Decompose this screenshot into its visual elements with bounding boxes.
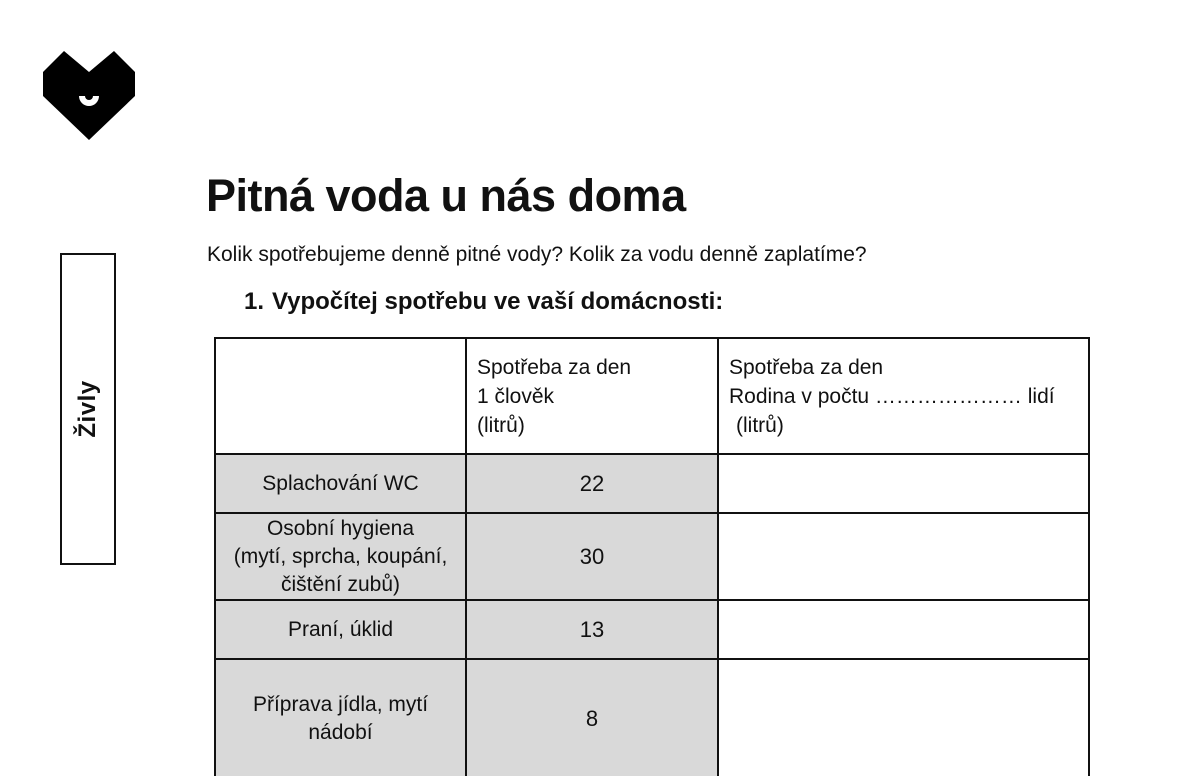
header-cell-per-person xyxy=(466,338,718,454)
category-cell: Příprava jídla, mytí nádobí xyxy=(215,659,466,776)
category-cell: Splachování WC xyxy=(215,454,466,513)
heart-smile-icon xyxy=(43,50,135,140)
header-cell-family xyxy=(718,338,1089,454)
table-header-row xyxy=(215,338,1089,454)
header-line: (litrů) xyxy=(736,413,784,437)
water-usage-table xyxy=(214,337,1090,776)
page-title: Pitná voda u nás doma xyxy=(206,170,686,221)
table-row xyxy=(215,600,1089,659)
per-person-value: 13 xyxy=(466,600,718,659)
side-label: Živly xyxy=(74,380,101,438)
table-row xyxy=(215,513,1089,600)
per-person-value: 22 xyxy=(466,454,718,513)
category-cell: Osobní hygiena (mytí, sprcha, koupání, čištění zubů) xyxy=(215,513,466,600)
header-line: Spotřeba za den xyxy=(729,355,884,379)
family-value-field[interactable] xyxy=(718,659,1089,776)
task-number: 1. xyxy=(244,288,265,315)
task-text: Vypočítej spotřebu ve vaší domácnosti: xyxy=(272,288,724,315)
page-subtitle: Kolik spotřebujeme denně pitné vody? Kolik za vodu denně zaplatíme? xyxy=(207,243,867,266)
task-heading xyxy=(244,288,723,316)
per-person-value: 8 xyxy=(466,659,718,776)
per-person-value: 30 xyxy=(466,513,718,600)
header-line: Spotřeba za den xyxy=(477,355,632,379)
header-cell-empty xyxy=(215,338,466,454)
table-row xyxy=(215,454,1089,513)
header-line: (litrů) xyxy=(477,413,525,437)
header-line: Rodina v počtu ………………… lidí xyxy=(729,384,1055,408)
category-cell: Praní, úklid xyxy=(215,600,466,659)
family-value-field[interactable] xyxy=(718,513,1089,600)
family-value-field[interactable] xyxy=(718,454,1089,513)
table-row xyxy=(215,659,1089,776)
header-line: 1 člověk xyxy=(477,384,555,408)
family-value-field[interactable] xyxy=(718,600,1089,659)
side-label-box xyxy=(60,253,116,565)
